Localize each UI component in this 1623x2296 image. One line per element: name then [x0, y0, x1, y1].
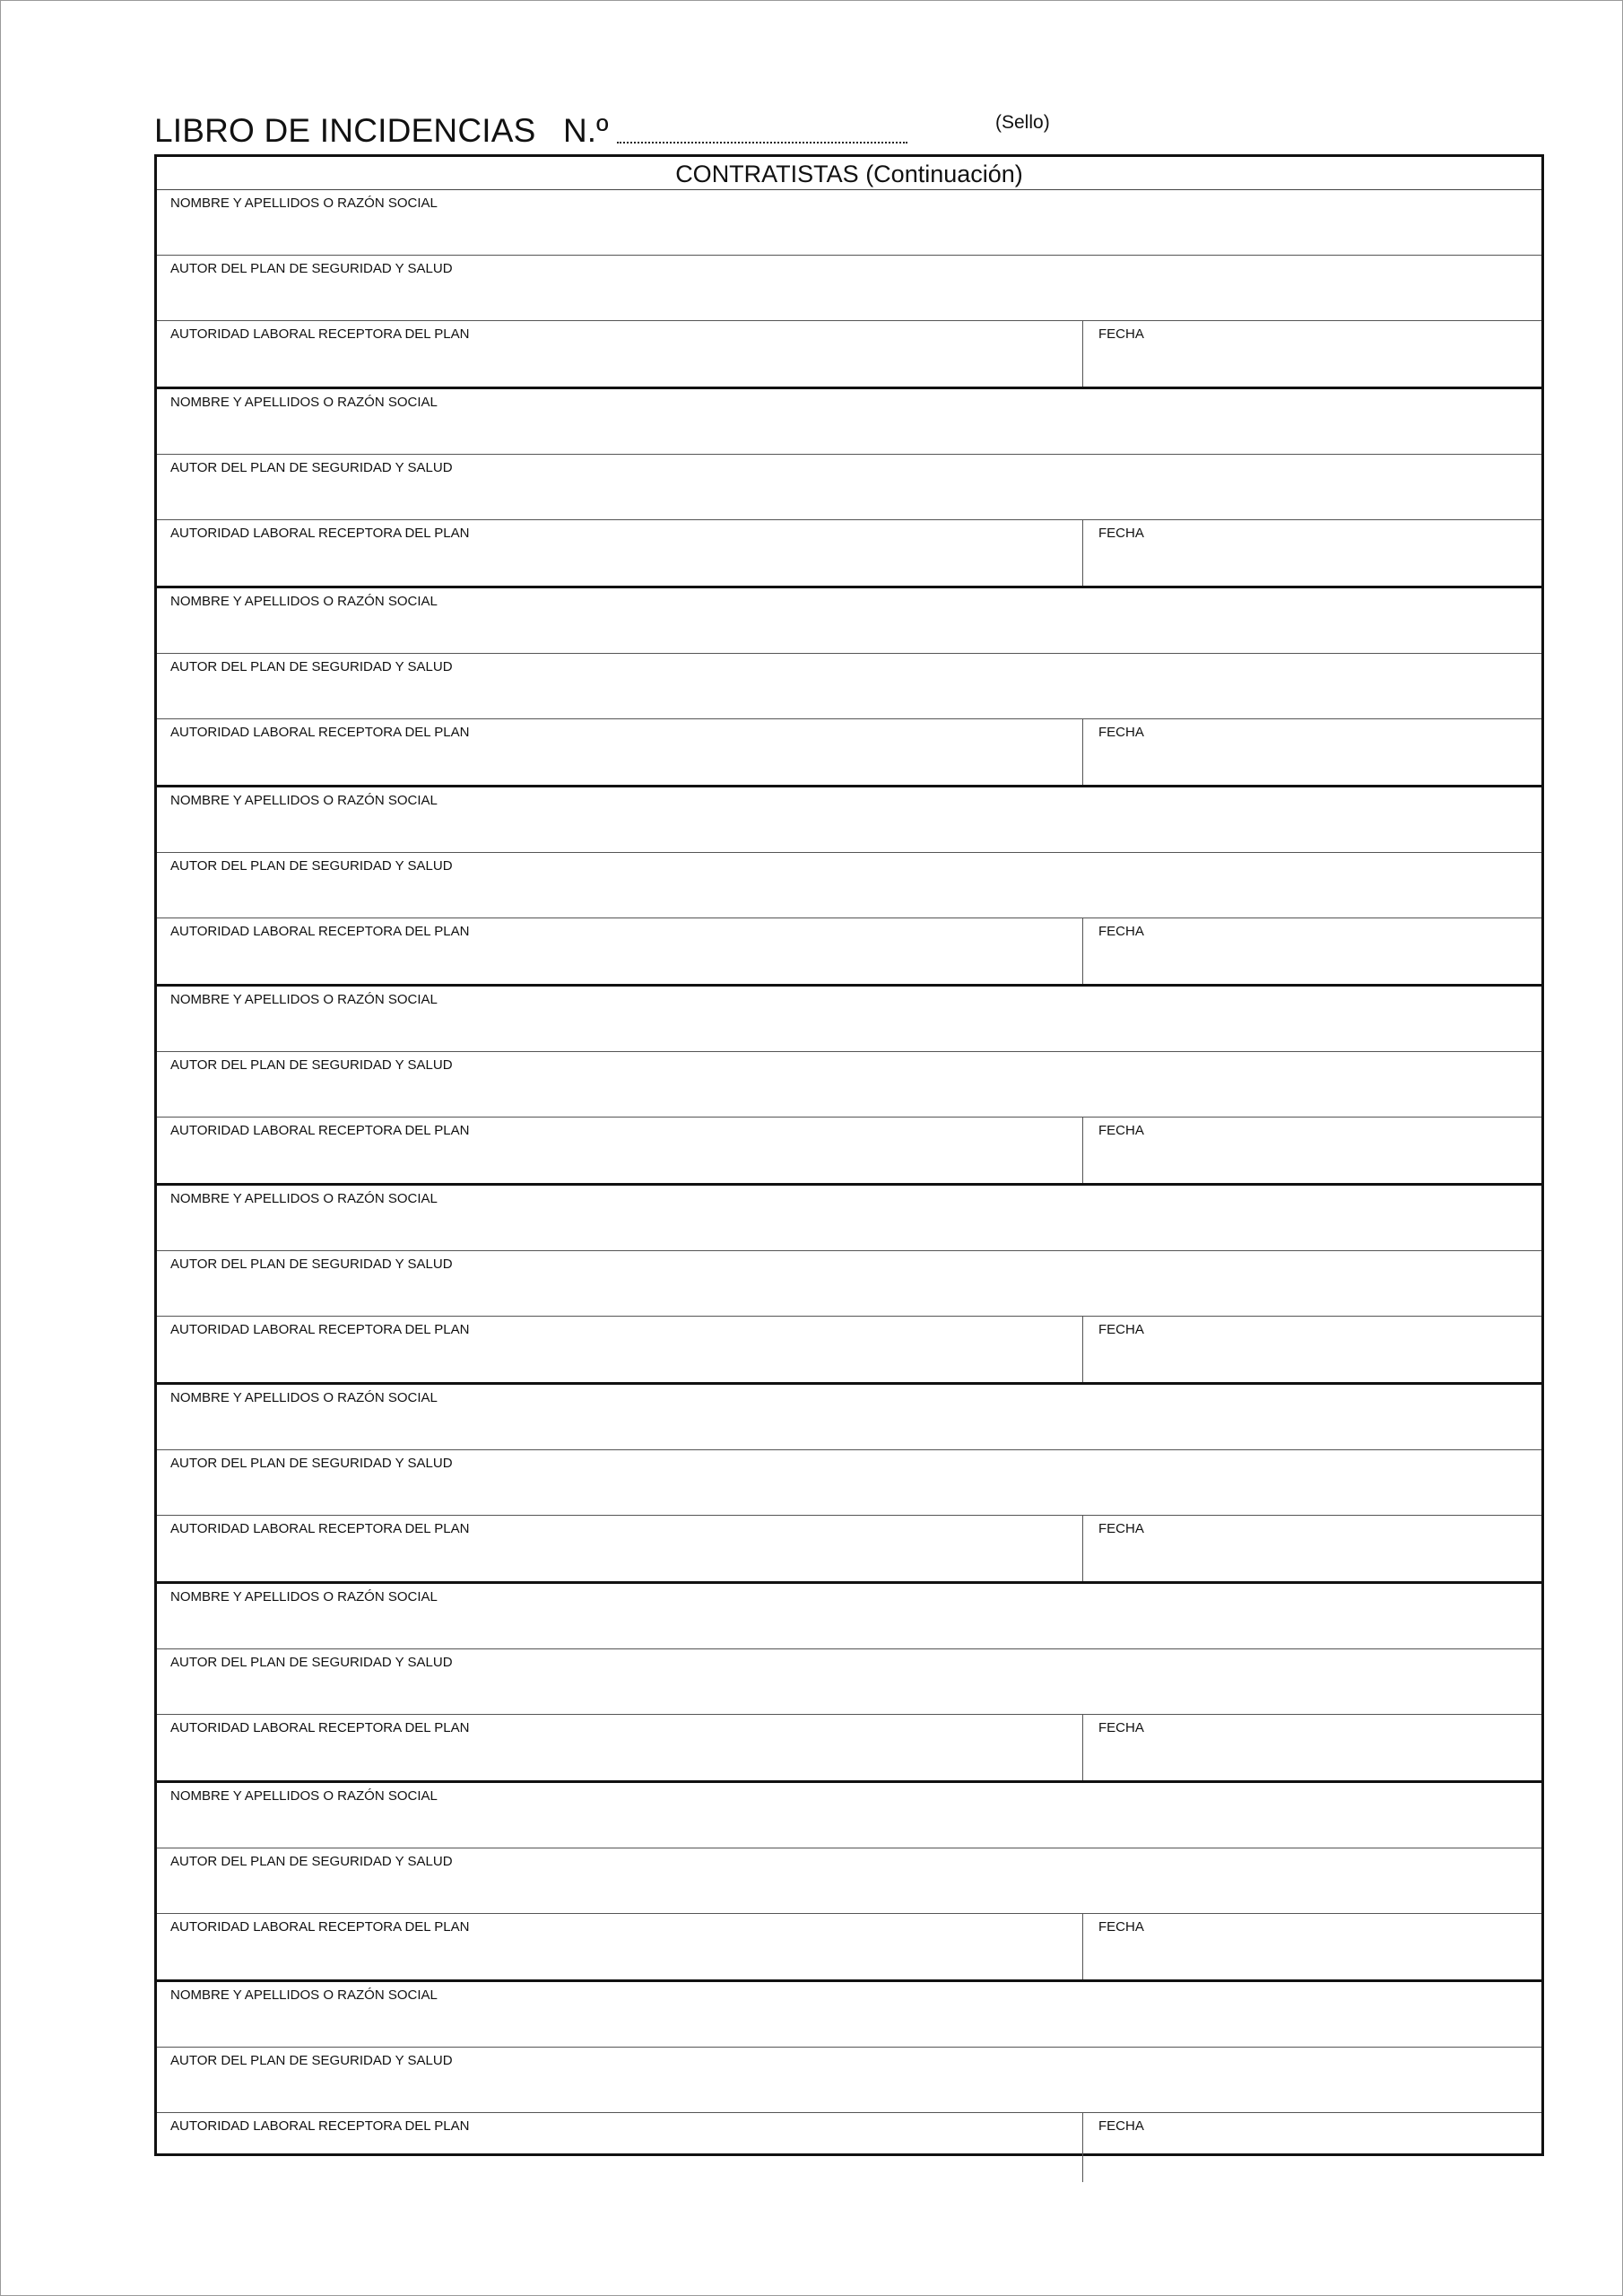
plan-author-field-label: AUTOR DEL PLAN DE SEGURIDAD Y SALUD: [170, 1257, 453, 1272]
labor-authority-field-label: AUTORIDAD LABORAL RECEPTORA DEL PLAN: [170, 924, 470, 939]
plan-author-field[interactable]: [157, 654, 1541, 718]
form-row: [157, 987, 1541, 1052]
labor-authority-field[interactable]: [157, 1118, 1083, 1183]
name-field[interactable]: [157, 1783, 1541, 1848]
form-row: [157, 1584, 1541, 1649]
number-field[interactable]: [617, 142, 907, 144]
form-row: [157, 2048, 1541, 2113]
form-row: [157, 1848, 1541, 1914]
name-field[interactable]: [157, 389, 1541, 454]
name-field-label: NOMBRE Y APELLIDOS O RAZÓN SOCIAL: [170, 793, 438, 808]
plan-author-field-label: AUTOR DEL PLAN DE SEGURIDAD Y SALUD: [170, 1854, 453, 1869]
form-heading: CONTRATISTAS (Continuación): [157, 157, 1541, 190]
plan-author-field[interactable]: [157, 455, 1541, 519]
plan-author-field[interactable]: [157, 1649, 1541, 1714]
form-row: [157, 2113, 1541, 2182]
plan-author-field-label: AUTOR DEL PLAN DE SEGURIDAD Y SALUD: [170, 1655, 453, 1670]
contractor-group: [157, 1186, 1541, 1385]
plan-author-field[interactable]: [157, 1848, 1541, 1913]
form-row: [157, 1385, 1541, 1450]
form-row: [157, 1317, 1541, 1382]
name-field-label: NOMBRE Y APELLIDOS O RAZÓN SOCIAL: [170, 1589, 438, 1605]
contractor-group: [157, 190, 1541, 389]
labor-authority-field[interactable]: [157, 1914, 1083, 1979]
plan-author-field[interactable]: [157, 853, 1541, 918]
date-field[interactable]: [1083, 1914, 1541, 1979]
form-row: [157, 1715, 1541, 1780]
name-field-label: NOMBRE Y APELLIDOS O RAZÓN SOCIAL: [170, 196, 438, 211]
plan-author-field-label: AUTOR DEL PLAN DE SEGURIDAD Y SALUD: [170, 1057, 453, 1073]
form-row: [157, 1914, 1541, 1979]
name-field[interactable]: [157, 1186, 1541, 1250]
form-row: [157, 918, 1541, 984]
labor-authority-field-label: AUTORIDAD LABORAL RECEPTORA DEL PLAN: [170, 326, 470, 342]
plan-author-field-label: AUTOR DEL PLAN DE SEGURIDAD Y SALUD: [170, 858, 453, 874]
date-field[interactable]: [1083, 1516, 1541, 1581]
contractor-group: [157, 1385, 1541, 1584]
contractor-group: [157, 588, 1541, 787]
labor-authority-field[interactable]: [157, 2113, 1083, 2182]
name-field-label: NOMBRE Y APELLIDOS O RAZÓN SOCIAL: [170, 1987, 438, 2003]
plan-author-field[interactable]: [157, 1052, 1541, 1117]
form-row: [157, 1052, 1541, 1118]
form-row: [157, 1982, 1541, 2048]
number-label: N.º: [563, 112, 609, 149]
date-field-label: FECHA: [1098, 924, 1144, 939]
form-row: [157, 389, 1541, 455]
name-field[interactable]: [157, 1982, 1541, 2047]
date-field-label: FECHA: [1098, 1521, 1144, 1536]
date-field-label: FECHA: [1098, 1919, 1144, 1935]
plan-author-field-label: AUTOR DEL PLAN DE SEGURIDAD Y SALUD: [170, 1456, 453, 1471]
date-field[interactable]: [1083, 2113, 1541, 2182]
labor-authority-field-label: AUTORIDAD LABORAL RECEPTORA DEL PLAN: [170, 2118, 470, 2134]
form-row: [157, 1783, 1541, 1848]
plan-author-field-label: AUTOR DEL PLAN DE SEGURIDAD Y SALUD: [170, 261, 453, 276]
form-row: [157, 321, 1541, 387]
contractor-group: [157, 1982, 1541, 2182]
form-row: [157, 1516, 1541, 1581]
date-field-label: FECHA: [1098, 526, 1144, 541]
form-row: [157, 719, 1541, 785]
labor-authority-field[interactable]: [157, 1715, 1083, 1780]
form-row: [157, 654, 1541, 719]
date-field[interactable]: [1083, 520, 1541, 586]
name-field-label: NOMBRE Y APELLIDOS O RAZÓN SOCIAL: [170, 1390, 438, 1405]
date-field[interactable]: [1083, 1715, 1541, 1780]
plan-author-field-label: AUTOR DEL PLAN DE SEGURIDAD Y SALUD: [170, 659, 453, 674]
form-row: [157, 190, 1541, 256]
name-field-label: NOMBRE Y APELLIDOS O RAZÓN SOCIAL: [170, 992, 438, 1007]
name-field-label: NOMBRE Y APELLIDOS O RAZÓN SOCIAL: [170, 1788, 438, 1804]
form-row: [157, 1450, 1541, 1516]
labor-authority-field[interactable]: [157, 1317, 1083, 1382]
date-field[interactable]: [1083, 1317, 1541, 1382]
labor-authority-field-label: AUTORIDAD LABORAL RECEPTORA DEL PLAN: [170, 725, 470, 740]
name-field-label: NOMBRE Y APELLIDOS O RAZÓN SOCIAL: [170, 395, 438, 410]
plan-author-field-label: AUTOR DEL PLAN DE SEGURIDAD Y SALUD: [170, 460, 453, 475]
date-field[interactable]: [1083, 719, 1541, 785]
plan-author-field[interactable]: [157, 256, 1541, 320]
contractor-group: [157, 787, 1541, 987]
plan-author-field[interactable]: [157, 1251, 1541, 1316]
name-field[interactable]: [157, 190, 1541, 255]
plan-author-field[interactable]: [157, 2048, 1541, 2112]
name-field[interactable]: [157, 1385, 1541, 1449]
date-field-label: FECHA: [1098, 1720, 1144, 1735]
date-field-label: FECHA: [1098, 2118, 1144, 2134]
contractor-group: [157, 1584, 1541, 1783]
form-row: [157, 1118, 1541, 1183]
form-row: [157, 1649, 1541, 1715]
name-field[interactable]: [157, 987, 1541, 1051]
labor-authority-field[interactable]: [157, 520, 1083, 586]
form-row: [157, 520, 1541, 586]
form-row: [157, 256, 1541, 321]
date-field[interactable]: [1083, 1118, 1541, 1183]
date-field-label: FECHA: [1098, 725, 1144, 740]
date-field-label: FECHA: [1098, 1123, 1144, 1138]
labor-authority-field[interactable]: [157, 1516, 1083, 1581]
name-field[interactable]: [157, 787, 1541, 852]
labor-authority-field-label: AUTORIDAD LABORAL RECEPTORA DEL PLAN: [170, 1919, 470, 1935]
form-row: [157, 455, 1541, 520]
date-field-label: FECHA: [1098, 1322, 1144, 1337]
form-row: [157, 853, 1541, 918]
page-title: LIBRO DE INCIDENCIAS: [154, 112, 536, 149]
labor-authority-field[interactable]: [157, 719, 1083, 785]
contractors-form: [154, 154, 1544, 2156]
contractor-group: [157, 389, 1541, 588]
form-row: [157, 1251, 1541, 1317]
plan-author-field[interactable]: [157, 1450, 1541, 1515]
labor-authority-field-label: AUTORIDAD LABORAL RECEPTORA DEL PLAN: [170, 1720, 470, 1735]
date-field[interactable]: [1083, 321, 1541, 387]
labor-authority-field-label: AUTORIDAD LABORAL RECEPTORA DEL PLAN: [170, 1322, 470, 1337]
labor-authority-field-label: AUTORIDAD LABORAL RECEPTORA DEL PLAN: [170, 1123, 470, 1138]
name-field[interactable]: [157, 588, 1541, 653]
plan-author-field-label: AUTOR DEL PLAN DE SEGURIDAD Y SALUD: [170, 2053, 453, 2068]
form-row: [157, 1186, 1541, 1251]
form-row: [157, 787, 1541, 853]
contractor-group: [157, 1783, 1541, 1982]
stamp-label: (Sello): [995, 112, 1050, 133]
name-field-label: NOMBRE Y APELLIDOS O RAZÓN SOCIAL: [170, 1191, 438, 1206]
date-field-label: FECHA: [1098, 326, 1144, 342]
date-field[interactable]: [1083, 918, 1541, 984]
labor-authority-field[interactable]: [157, 918, 1083, 984]
labor-authority-field[interactable]: [157, 321, 1083, 387]
contractor-group: [157, 987, 1541, 1186]
name-field[interactable]: [157, 1584, 1541, 1648]
name-field-label: NOMBRE Y APELLIDOS O RAZÓN SOCIAL: [170, 594, 438, 609]
labor-authority-field-label: AUTORIDAD LABORAL RECEPTORA DEL PLAN: [170, 1521, 470, 1536]
labor-authority-field-label: AUTORIDAD LABORAL RECEPTORA DEL PLAN: [170, 526, 470, 541]
form-row: [157, 588, 1541, 654]
